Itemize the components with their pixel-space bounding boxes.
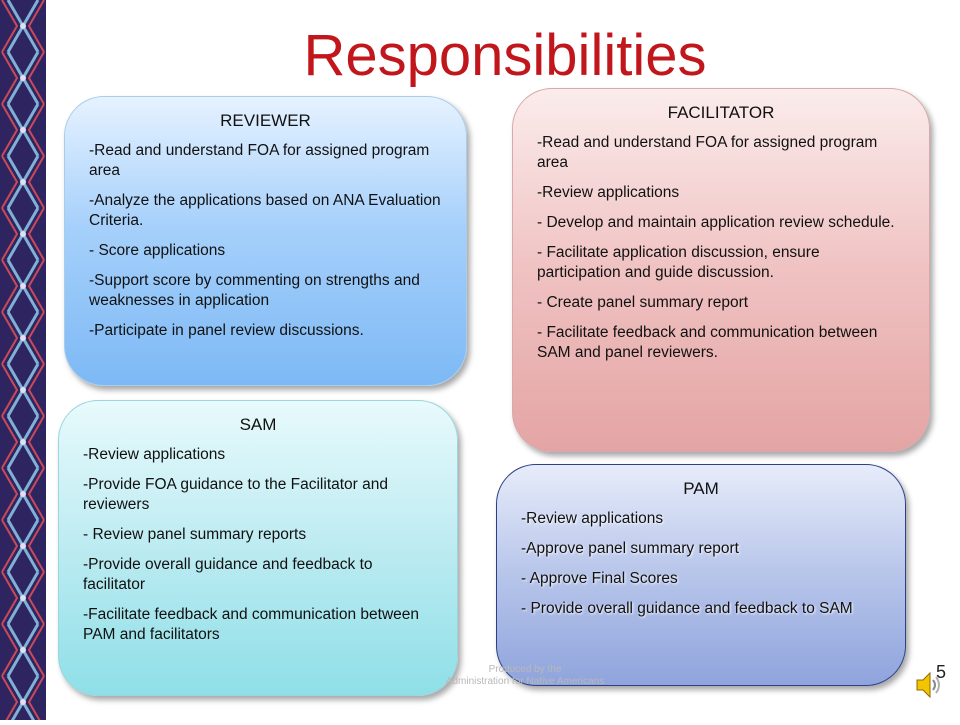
decorative-border-pattern: [0, 0, 46, 720]
page-title: Responsibilities: [303, 23, 707, 88]
footer-line-1: Produced by the: [488, 664, 562, 675]
sam-item: -Facilitate feedback and communication between PAM and facilitators: [83, 606, 420, 643]
facilitator-box: [512, 88, 930, 452]
reviewer-item: - Score applications: [89, 242, 226, 259]
reviewer-item: -Participate in panel review discussions.: [89, 322, 364, 339]
pam-item: -Review applications: [521, 510, 664, 527]
reviewer-heading: REVIEWER: [220, 111, 311, 130]
reviewer-box: [64, 96, 467, 386]
reviewer-item: -Analyze the applications based on ANA Evaluation Criteria.: [89, 192, 441, 229]
pam-item: -Approve panel summary report: [521, 540, 739, 557]
sam-item: -Provide FOA guidance to the Facilitator and reviewers: [83, 476, 388, 513]
reviewer-item: -Support score by commenting on strengths and weaknesses in application: [89, 272, 420, 309]
facilitator-item: - Develop and maintain application review schedule.: [537, 214, 895, 231]
sam-item: - Review panel summary reports: [83, 526, 307, 543]
pam-box: [496, 464, 906, 686]
facilitator-heading: FACILITATOR: [667, 103, 775, 122]
sam-box: [58, 400, 458, 696]
pam-item: - Approve Final Scores: [521, 570, 678, 587]
slide-number: 5: [936, 662, 947, 682]
pam-heading: PAM: [683, 479, 719, 498]
pam-item: - Provide overall guidance and feedback to SAM: [521, 600, 853, 617]
sam-heading: SAM: [239, 415, 277, 434]
sam-item: -Review applications: [83, 446, 226, 463]
facilitator-item: - Facilitate feedback and communication between SAM and panel reviewers.: [537, 324, 878, 361]
sam-item: -Provide overall guidance and feedback to facilitator: [83, 556, 373, 593]
facilitator-item: -Read and understand FOA for assigned program area: [537, 134, 878, 171]
footer-credit: [400, 664, 650, 688]
facilitator-item: -Review applications: [537, 184, 680, 201]
reviewer-item: -Read and understand FOA for assigned program area: [89, 142, 430, 179]
facilitator-item: - Create panel summary report: [537, 294, 749, 311]
facilitator-item: - Facilitate application discussion, ensure participation and guide discussion.: [537, 244, 820, 281]
footer-line-2: Administration for Native Americans: [445, 676, 605, 687]
